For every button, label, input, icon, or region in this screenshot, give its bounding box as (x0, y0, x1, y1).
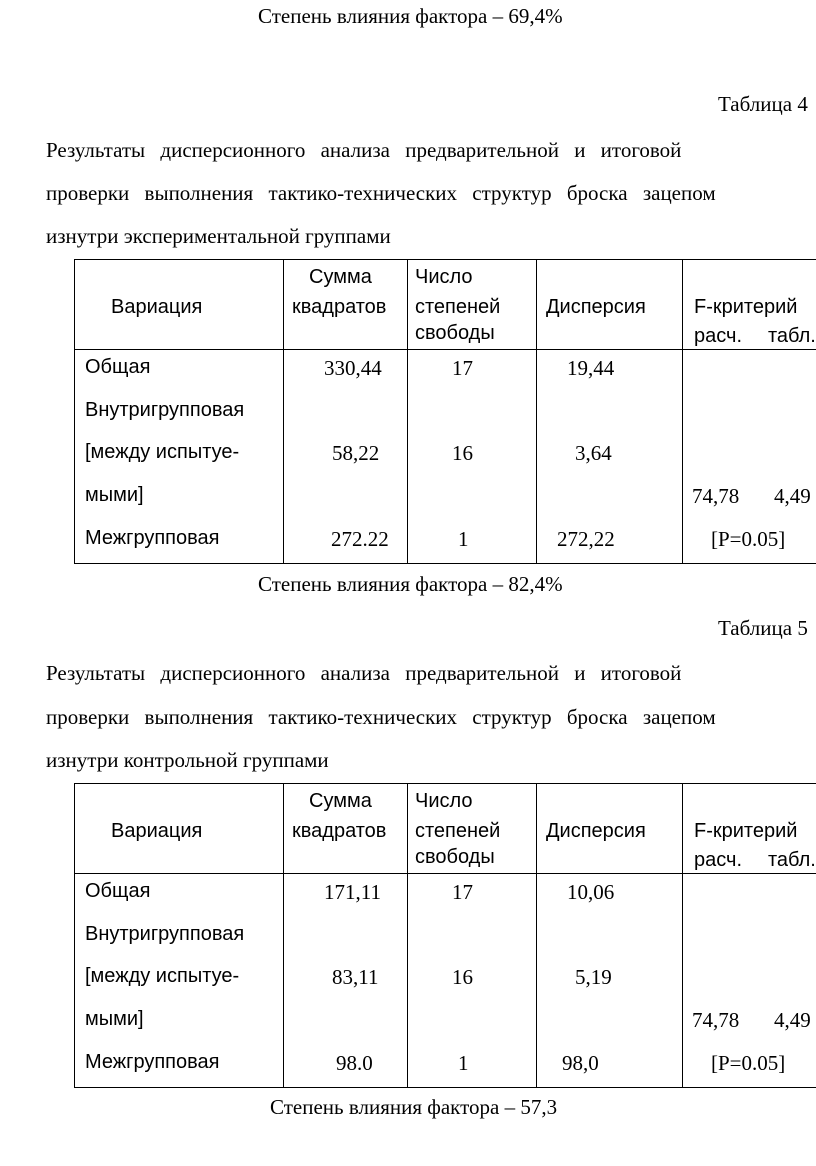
header-df-line3: свободы (415, 322, 495, 344)
header-variation: Вариация (111, 296, 203, 318)
within-df: 16 (452, 965, 473, 989)
header-f: F-критерий (694, 296, 798, 318)
between-ms: 98,0 (562, 1051, 599, 1075)
total-ss: 330,44 (324, 356, 382, 380)
f-table-value: 4,49 (774, 484, 811, 508)
header-df-line2: степеней (415, 820, 501, 842)
header-f: F-критерий (694, 820, 798, 842)
f-table-value: 4,49 (774, 1008, 811, 1032)
table-title-line-2: проверки выполнения тактико-технических структур броска зацепом (46, 705, 716, 729)
table-title-line-3: изнутри экспериментальной группами (46, 224, 391, 248)
row-within-label-1: Внутригрупповая (85, 399, 245, 421)
header-ms: Дисперсия (546, 820, 646, 842)
within-df: 16 (452, 441, 473, 465)
f-calc-value: 74,78 (692, 1008, 740, 1032)
row-total-label: Общая (85, 880, 151, 902)
header-df-line1: Число (415, 790, 473, 812)
total-df: 17 (452, 880, 473, 904)
header-ss-line2: квадратов (292, 820, 387, 842)
p-value: [P=0.05] (711, 527, 786, 551)
p-value: [P=0.05] (711, 1051, 786, 1075)
row-within-label-3: мыми] (85, 1008, 144, 1030)
table-title-line-3: изнутри контрольной группами (46, 748, 329, 772)
effect-line: Степень влияния фактора – 82,4% (258, 572, 563, 596)
row-within-label-2: [между испытуе- (85, 965, 240, 987)
anova-table (74, 783, 816, 1088)
between-df: 1 (458, 527, 469, 551)
row-within-label-1: Внутригрупповая (85, 923, 245, 945)
header-f-calc: расч. (694, 849, 742, 871)
header-ms: Дисперсия (546, 296, 646, 318)
row-total-label: Общая (85, 356, 151, 378)
header-f-table: табл. (768, 325, 816, 347)
header-f-table: табл. (768, 849, 816, 871)
total-ss: 171,11 (324, 880, 381, 904)
header-df-line2: степеней (415, 296, 501, 318)
between-df: 1 (458, 1051, 469, 1075)
effect-line: Степень влияния фактора – 57,3 (270, 1095, 558, 1119)
table-title-line-1: Результаты дисперсионного анализа предварительной и итоговой (46, 661, 682, 685)
within-ms: 5,19 (575, 965, 612, 989)
within-ss: 83,11 (332, 965, 379, 989)
header-df-line3: свободы (415, 846, 495, 868)
header-ss-line2: квадратов (292, 296, 387, 318)
between-ms: 272,22 (557, 527, 615, 551)
within-ms: 3,64 (575, 441, 612, 465)
total-ms: 19,44 (567, 356, 615, 380)
table-title-line-1: Результаты дисперсионного анализа предварительной и итоговой (46, 138, 682, 162)
anova-table (74, 259, 816, 564)
row-between-label: Межгрупповая (85, 1051, 220, 1073)
effect-line-top: Степень влияния фактора – 69,4% (258, 4, 563, 28)
f-calc-value: 74,78 (692, 484, 740, 508)
table-caption: Таблица 5 (718, 616, 808, 640)
header-variation: Вариация (111, 820, 203, 842)
header-ss-line1: Сумма (309, 266, 372, 288)
table-title-line-2: проверки выполнения тактико-технических структур броска зацепом (46, 181, 716, 205)
header-f-calc: расч. (694, 325, 742, 347)
within-ss: 58,22 (332, 441, 380, 465)
row-within-label-2: [между испытуе- (85, 441, 240, 463)
between-ss: 98.0 (336, 1051, 373, 1075)
row-between-label: Межгрупповая (85, 527, 220, 549)
table-caption: Таблица 4 (718, 92, 808, 116)
total-ms: 10,06 (567, 880, 615, 904)
between-ss: 272.22 (331, 527, 389, 551)
total-df: 17 (452, 356, 473, 380)
row-within-label-3: мыми] (85, 484, 144, 506)
header-ss-line1: Сумма (309, 790, 372, 812)
header-df-line1: Число (415, 266, 473, 288)
